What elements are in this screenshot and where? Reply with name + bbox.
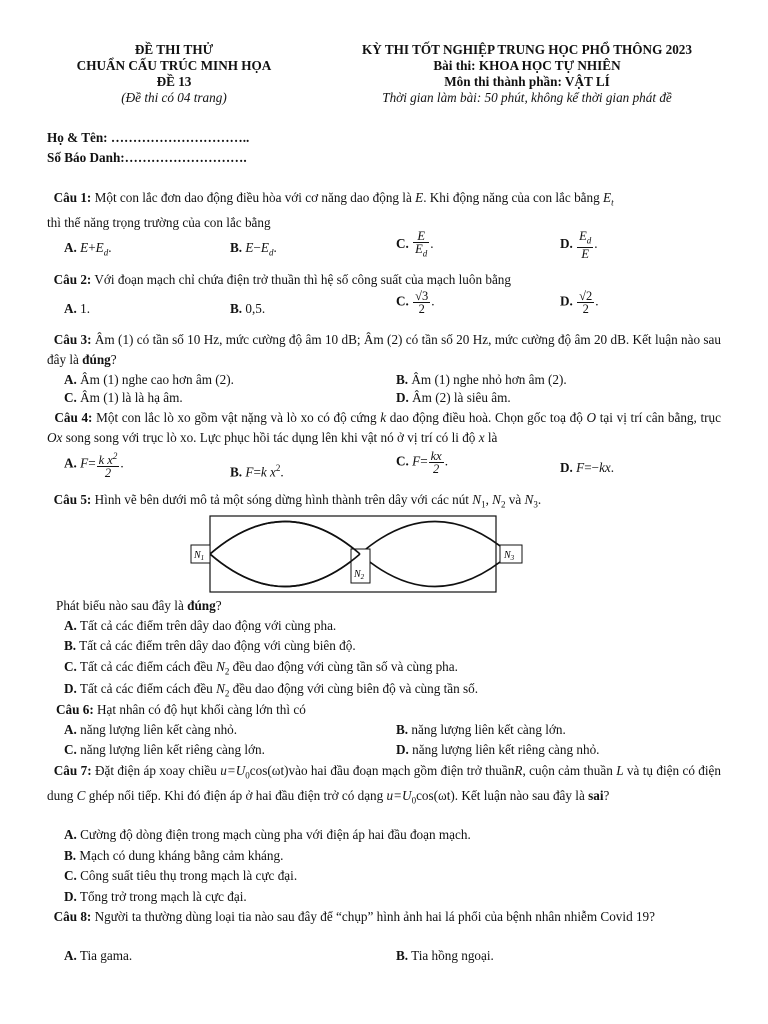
q4-text: tại vị trí cân bằng, trục xyxy=(596,410,721,425)
option-letter: B. xyxy=(230,240,243,255)
node-symbol: N xyxy=(524,492,534,507)
question-1 xyxy=(47,188,721,233)
q5-sep: , xyxy=(485,492,493,507)
q7-emphasis: sai xyxy=(588,787,604,803)
header-left xyxy=(40,42,308,106)
q3-text-end: ? xyxy=(110,352,117,367)
q4-option-b[interactable]: B. F=k $x^2$. xyxy=(230,463,284,480)
q2-text: Với đoạn mạch chỉ chứa điện trở thuần thì hệ số công suất của mạch luôn bằng xyxy=(91,272,511,287)
q7-option-a[interactable] xyxy=(64,826,471,844)
node-symbol: N xyxy=(216,681,225,696)
option-letter: D. xyxy=(560,235,573,251)
option-text: Tất cả các điểm trên dây dao động với cùng pha. xyxy=(79,618,337,633)
q8-label: Câu 8: xyxy=(53,909,92,924)
wave-left-bottom xyxy=(210,554,360,587)
q5-text: Hình vẽ bên dưới mô tả một sóng dừng hình thành trên dây với các nút xyxy=(91,492,473,507)
option-letter: D. xyxy=(560,460,573,475)
option-letter: A. xyxy=(64,240,77,255)
question-7 xyxy=(47,761,721,810)
q1-option-c[interactable]: C. $\frac{E}{E_d}$ . xyxy=(396,229,434,259)
q2-option-a[interactable] xyxy=(64,300,90,318)
q5-option-d[interactable] xyxy=(64,680,478,703)
q7-text: ghép nối tiếp. Khi đó điện áp ở hai đầu điện trở có dạng xyxy=(85,787,387,803)
question-3 xyxy=(47,330,721,370)
question-4 xyxy=(47,408,721,448)
q7-text: . Kết luận nào sau đây là xyxy=(454,787,589,803)
q3-option-d[interactable] xyxy=(396,389,511,407)
option-letter: B. xyxy=(64,848,77,863)
q6-option-b[interactable] xyxy=(396,721,566,739)
option-letter: A. xyxy=(64,722,77,737)
fraction-numerator: √3 xyxy=(415,289,429,303)
node-sub: 2 xyxy=(224,688,230,699)
q7-text: và tụ điện có điện dung xyxy=(47,763,722,803)
option-text: năng lượng liên kết riêng càng nhỏ. xyxy=(412,742,600,757)
q4-text: song song với trục lò xo. Lực phục hồi tác dụng lên khi vật nó ở vị trí có li độ xyxy=(62,430,479,445)
q7-formula: u=U xyxy=(220,763,246,778)
node-n3-label: $N_3$ xyxy=(504,550,515,562)
q6-text: Hạt nhân có độ hụt khối càng lớn thì có xyxy=(93,702,306,717)
q6-option-c[interactable] xyxy=(64,741,265,759)
option-letter: C. xyxy=(64,659,77,674)
q1-option-a[interactable]: A. $E+E_d$. xyxy=(64,240,112,258)
q1-text: Một con lắc đơn dao động điều hòa với cơ năng dao động là xyxy=(91,190,416,205)
option-letter: A. xyxy=(64,301,77,316)
q8-option-b[interactable] xyxy=(396,947,494,965)
q1-var: E xyxy=(603,190,612,205)
option-letter: C. xyxy=(64,742,77,757)
option-text: Tất cả các điểm trên dây dao động với cùng biên độ. xyxy=(79,638,356,653)
option-letter: B. xyxy=(396,722,409,737)
q1-label: Câu 1: xyxy=(53,190,92,205)
option-text: năng lượng liên kết riêng càng lớn. xyxy=(80,742,265,757)
q7-formula: cos(ωt) xyxy=(249,763,289,778)
q4-text: Một con lắc lò xo gồm vật nặng và lò xo có độ cứng xyxy=(92,410,381,425)
node-sub: 2 xyxy=(500,499,506,510)
node-symbol: N xyxy=(472,492,482,507)
q7-text-end: ? xyxy=(603,787,610,803)
option-text: Tia hồng ngoại. xyxy=(411,948,494,963)
option-letter: C. xyxy=(396,453,409,469)
q4-text: là xyxy=(484,430,498,445)
option-letter: D. xyxy=(396,742,409,757)
standing-wave-figure xyxy=(190,514,526,596)
option-letter: B. xyxy=(396,948,409,963)
option-text: năng lượng liên kết càng lớn. xyxy=(411,722,566,737)
q5-prompt-text: Phát biểu nào sau đây là xyxy=(56,598,188,613)
exam-type: ĐỀ THI THỬ xyxy=(134,42,214,57)
q2-option-b[interactable] xyxy=(230,300,265,318)
exam-time: Thời gian làm bài: 50 phút, không kể thời gian phát đề xyxy=(382,90,672,105)
option-letter: A. xyxy=(64,455,77,471)
fraction-denominator: 2 xyxy=(418,302,425,316)
q7-formula: u=U xyxy=(386,787,412,803)
q6-option-a[interactable] xyxy=(64,721,237,739)
q6-option-d[interactable] xyxy=(396,741,599,759)
node-sub: 2 xyxy=(224,666,230,677)
node-n1-label: $N_1$ xyxy=(194,550,205,562)
option-letter: D. xyxy=(64,889,77,904)
node-symbol: N xyxy=(492,492,501,507)
option-letter: D. xyxy=(396,390,409,405)
q7-text: vào hai đầu đoạn mạch gồm điện trở thuần xyxy=(288,763,515,778)
option-letter: A. xyxy=(64,372,77,387)
node-symbol: N xyxy=(216,659,225,674)
question-2 xyxy=(47,270,721,290)
q2-label: Câu 2: xyxy=(53,272,92,287)
q7-var: C xyxy=(76,787,86,803)
student-name-label: Họ & Tên: ………………………….. xyxy=(47,130,250,145)
q1-text: . Khi động năng của con lắc bằng xyxy=(423,190,603,205)
exam-component: Môn thi thành phần: VẬT LÍ xyxy=(444,74,610,89)
q7-var: R xyxy=(514,763,523,778)
q4-var: x xyxy=(478,430,485,445)
option-letter: B. xyxy=(64,638,77,653)
exam-structure: CHUẨN CẤU TRÚC MINH HỌA xyxy=(76,58,272,73)
q5-prompt-end: ? xyxy=(215,598,222,613)
option-text: 0,5. xyxy=(245,301,266,316)
q7-option-c[interactable] xyxy=(64,867,297,885)
question-5: Câu 5: Hình vẽ bên dưới mô tả một sóng dừng hình thành trên dây với các nút $N_1$, $N_2$ và $N_3$. xyxy=(53,492,542,510)
q4-var: O xyxy=(586,410,597,425)
option-text: Công suất tiêu thụ trong mạch là cực đại. xyxy=(80,868,298,883)
option-text: Tất cả các điểm cách đều xyxy=(79,659,217,674)
q1-option-d[interactable]: D. $\frac{E_d}{E}$ . xyxy=(560,229,598,261)
option-letter: D. xyxy=(560,293,573,309)
q5-option-a[interactable] xyxy=(64,617,336,635)
q7-option-d[interactable] xyxy=(64,888,247,906)
node-sub: 1 xyxy=(481,499,486,510)
option-text: Cường độ dòng điện trong mạch cùng pha với điện áp hai đầu đoạn mạch. xyxy=(80,827,471,842)
q8-text: Người ta thường dùng loại tia nào sau đây để “chụp” hình ảnh hai lá phổi của bệnh nhân nhiễm Covid 19? xyxy=(91,909,655,924)
q2-option-d[interactable]: D. $\frac{√2}{2}$ . xyxy=(560,289,599,316)
q2-option-c[interactable]: C. $\frac{√3}{2}$ . xyxy=(396,289,435,316)
option-letter: A. xyxy=(64,827,77,842)
option-letter: A. xyxy=(64,948,77,963)
q4-option-a[interactable]: A. F= $\frac{k x^2}{2}$ . xyxy=(64,451,124,481)
fraction-numerator: √2 xyxy=(579,289,593,303)
option-text: Âm (1) nghe cao hơn âm (2). xyxy=(80,372,234,387)
fraction-denominator: 2 xyxy=(582,302,589,316)
q5-emphasis: đúng xyxy=(187,598,216,613)
q5-option-c[interactable] xyxy=(64,658,458,681)
q7-option-b[interactable] xyxy=(64,847,283,865)
q1-sub: t xyxy=(611,197,614,208)
student-id-label: Số Báo Danh:………………………. xyxy=(47,150,247,165)
question-8 xyxy=(47,907,721,927)
q3-label: Câu 3: xyxy=(53,332,92,347)
option-text: Mạch có dung kháng bằng cảm kháng. xyxy=(79,848,284,863)
q7-text: , cuộn cảm thuần xyxy=(522,763,617,778)
wave-left-top xyxy=(210,522,360,555)
q7-text: Đặt điện áp xoay chiều xyxy=(91,763,221,778)
q3-option-b[interactable] xyxy=(396,371,567,389)
q7-label: Câu 7: xyxy=(53,763,92,778)
question-6 xyxy=(56,702,306,718)
header-right xyxy=(318,42,736,106)
q4-label: Câu 4: xyxy=(54,410,93,425)
q4-var: k xyxy=(380,410,387,425)
option-letter: C. xyxy=(64,390,77,405)
option-text: 1. xyxy=(80,301,91,316)
option-text: Tất cả các điểm cách đều xyxy=(79,681,217,696)
option-letter: C. xyxy=(396,293,409,309)
option-letter: B. xyxy=(396,372,409,387)
q1-var: E xyxy=(415,190,424,205)
q4-option-c[interactable]: C. F= $\frac{kx}{2}$ . xyxy=(396,449,449,476)
exam-code: ĐỀ 13 xyxy=(156,74,192,89)
q5-label: Câu 5: xyxy=(53,492,92,507)
option-text: Âm (1) là là hạ âm. xyxy=(80,390,183,405)
option-letter: B. xyxy=(230,301,243,316)
q3-emphasis: đúng xyxy=(82,352,111,367)
q5-option-b[interactable] xyxy=(64,637,356,655)
option-text: đều dao động với cùng tần số và cùng pha. xyxy=(229,659,458,674)
q7-formula: cos(ωt) xyxy=(416,787,455,803)
option-letter: C. xyxy=(64,868,77,883)
q3-option-c[interactable] xyxy=(64,389,183,407)
q4-option-d[interactable]: D. F=−kx. xyxy=(560,460,615,475)
option-letter: D. xyxy=(64,681,77,696)
option-text: Tia gama. xyxy=(79,948,133,963)
q1-text: thì thế năng trọng trường của con lắc bằng xyxy=(47,214,271,230)
option-letter: A. xyxy=(64,618,77,633)
q4-text: dao động điều hoà. Chọn gốc toạ độ xyxy=(386,410,587,425)
q4-var: Ox xyxy=(47,430,63,445)
q7-sub: 0 xyxy=(245,770,250,781)
node-sub: 3 xyxy=(533,499,538,510)
q8-option-a[interactable] xyxy=(64,947,132,965)
q3-option-a[interactable] xyxy=(64,371,234,389)
page-count: (Đề thi có 04 trang) xyxy=(121,90,227,105)
exam-subject: Bài thi: KHOA HỌC TỰ NHIÊN xyxy=(433,58,621,73)
option-text: Tổng trở trong mạch là cực đại. xyxy=(79,889,247,904)
q7-sub: 0 xyxy=(411,795,417,806)
node-n2-label: $N_2$ xyxy=(354,569,365,581)
option-text: Âm (2) là siêu âm. xyxy=(412,390,511,405)
option-text: Âm (1) nghe nhỏ hơn âm (2). xyxy=(411,372,567,387)
q5-prompt xyxy=(56,598,222,614)
q3-text: Âm (1) có tần số 10 Hz, mức cường độ âm 10 dB; Âm (2) có tần số 20 Hz, mức cường độ âm 20 dB. Kết luận nào sau đây là xyxy=(47,332,722,367)
option-text: năng lượng liên kết càng nhỏ. xyxy=(80,722,238,737)
option-letter: C. xyxy=(396,235,409,251)
option-letter: B. xyxy=(230,464,243,480)
q6-label: Câu 6: xyxy=(56,702,94,717)
q1-option-b[interactable]: B. $E-E_d$. xyxy=(230,240,277,258)
exam-title: KỲ THI TỐT NGHIỆP TRUNG HỌC PHỔ THÔNG 2023 xyxy=(362,42,692,57)
q5-and: và xyxy=(505,492,525,507)
option-text: đều dao động với cùng biên độ và cùng tần số. xyxy=(229,681,479,696)
q7-var: L xyxy=(616,763,624,778)
